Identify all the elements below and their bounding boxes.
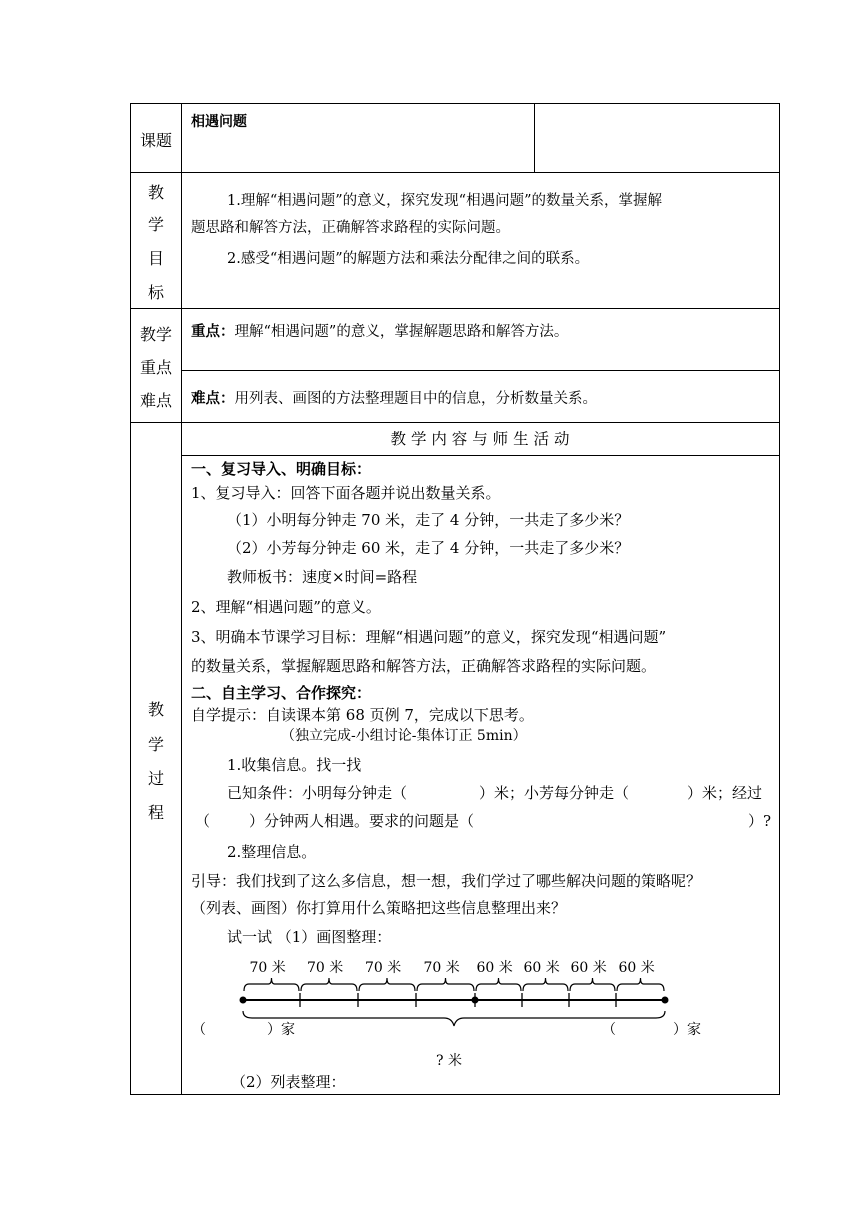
label-topic: 课题 [139, 131, 172, 150]
content-line: （独立完成-小组讨论-集体订正 5min） [281, 728, 527, 744]
segment-brace [359, 978, 415, 991]
content-line: （ [195, 812, 211, 830]
content-line: 3、明确本节课学习目标：理解“相遇问题”的意义，探究发现“相遇问题” [191, 628, 667, 646]
segment-brace [523, 978, 568, 991]
goal-line-3: 2.感受“相遇问题”的解题方法和乘法分配律之间的联系。 [227, 251, 590, 267]
content-line: （列表、画图）你打算用什么策略把这些信息整理出来？ [191, 899, 567, 917]
content-line: 自学提示：自读课本第 68 页例 7，完成以下思考。 [191, 706, 534, 724]
content-line: 2.整理信息。 [227, 843, 317, 861]
content-line: 1、复习导入：回答下面各题并说出数量关系。 [191, 484, 501, 502]
content-line: 已知条件：小明每分钟走（ [227, 784, 408, 802]
right-home-open: （ [602, 1022, 616, 1038]
difficult-point: 难点：用列表、画图的方法整理题目中的信息，分析数量关系。 [191, 390, 597, 407]
start-point [240, 997, 247, 1004]
segment-label: 70 米 [365, 960, 402, 976]
segment-label: 70 米 [307, 960, 344, 976]
total-distance-label: ? 米 [436, 1053, 462, 1069]
content-line: （2）小芳每分钟走 60 米，走了 4 分钟，一共走了多少米？ [227, 539, 630, 557]
segment-brace [570, 978, 615, 991]
segment-label: 70 米 [423, 960, 460, 976]
segment-brace [244, 978, 299, 991]
segment-label: 60 米 [618, 960, 655, 976]
segment-brace [617, 978, 664, 991]
content-line: 教师板书：速度×时间=路程 [227, 568, 418, 586]
left-home-close: ）家 [267, 1022, 295, 1038]
content-line: 2、理解“相遇问题”的意义。 [191, 598, 381, 616]
segment-brace [301, 978, 357, 991]
content-line: ）米；小芳每分钟走（ [479, 784, 630, 802]
content-line: （1）小明每分钟走 70 米，走了 4 分钟，一共走了多少米？ [227, 511, 630, 529]
content-line: 的数量关系，掌握解题思路和解答方法，正确解答求路程的实际问题。 [191, 657, 657, 675]
left-home-open: （ [192, 1022, 206, 1038]
content-line: 1.收集信息。找一找 [227, 756, 362, 774]
goal-line-2: 题思路和解答方法，正确解答求路程的实际问题。 [191, 220, 510, 236]
segment-label: 60 米 [523, 960, 560, 976]
segment-label: 70 米 [249, 960, 286, 976]
content-line: 试一试 （1）画图整理： [227, 928, 392, 946]
topic-value: 相遇问题 [191, 114, 247, 130]
meeting-point [472, 997, 479, 1004]
segment-label: 60 米 [476, 960, 513, 976]
content-line: ）? [748, 812, 772, 830]
meeting-diagram [182, 953, 780, 1069]
section-2-title: 二、自主学习、合作探究： [191, 684, 372, 702]
content-line: 引导：我们找到了这么多信息，想一想，我们学过了哪些解决问题的策略呢？ [191, 872, 702, 890]
content-header: 教 学 内 容 与 师 生 活 动 [390, 430, 570, 448]
section-1-title: 一、复习导入、明确目标： [191, 460, 372, 478]
segment-brace [417, 978, 474, 991]
end-point [662, 997, 669, 1004]
right-home-close: ）家 [673, 1022, 701, 1038]
goal-line-1: 1.理解“相遇问题”的意义，探究发现“相遇问题”的数量关系，掌握解 [227, 193, 662, 209]
segment-label: 60 米 [570, 960, 607, 976]
segment-brace [476, 978, 521, 991]
key-point: 重点：理解“相遇问题”的意义，掌握解题思路和解答方法。 [191, 323, 569, 340]
content-line: ）分钟两人相遇。要求的问题是（ [249, 812, 475, 830]
content-line: ）米；经过 [687, 784, 763, 802]
lesson-plan-table: 课题 教 学 目 标 教学 重点 难点 教 学 过 程 相遇问题 1.理解“相遇问题”的意义，探究发现“相遇问题”的数量关系，掌握解 题思路和解答方法，正确解答求路程的实际问题。 2.感受“相遇问题”的解题方法和乘法分配律之间的联系。 重点：理解“相遇问题”的意义，掌握解题思路和解答方法。 难点：用列表、画图的方法整理题目中的信息，分析数量关系。 教 学 内 容 与 师 生 活 动 一、复习导入、明确目标： 1、复习导入：回答下面各题并说出数量关系。 （1）小明每分钟走 70 米，走了 4 分钟，一共走了多少米？ （2）小芳每分钟走 60 米，走了 4 分钟，一共走了多少米？ 教师板书：速度×时间=路程 2、理解“相遇问题”的意义。 3、明确本节课学习目标：理解“相遇问题”的意义，探究发现“相遇问题” 的数量关系，掌握解题思路和解答方法，正确解答求路程的实际问题。 二、自主学习、合作探究： 自学提示：自读课本第 68 页例 7，完成以下思考。 （独立完成-小组讨论-集体订正 5min） 1.收集信息。找一找 已知条件：小明每分钟走（ ）米；小芳每分钟走（ ）米；经过 （ ）分钟两人相遇。要求的问题是（ ）? 2.整理信息。 引导：我们找到了这么多信息，想一想，我们学过了哪些解决问题的策略呢？ （列表、画图）你打算用什么策略把这些信息整理出来？ 试一试 （1）画图整理： 70 米 70 米 70 米 70 米 60 米 60 米 60 米 60 米 （ ）家 （ ）家 ? 米 （2）列表整理： [130, 103, 780, 1095]
content-line: （2）列表整理： [231, 1073, 346, 1091]
